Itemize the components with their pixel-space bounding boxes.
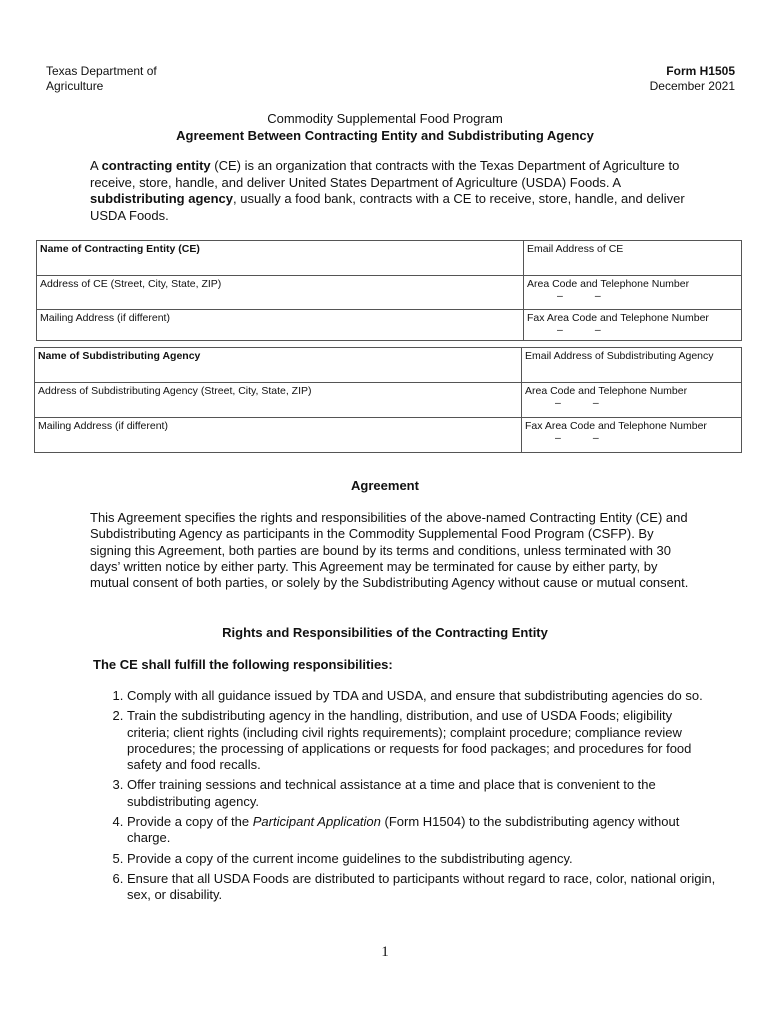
ce-phone-label: Area Code and Telephone Number <box>527 278 690 290</box>
sa-phone-label: Area Code and Telephone Number <box>525 385 688 397</box>
list-item: 1. Comply with all guidance issued by TDA and USDA, and ensure that subdistributing agencies do so. <box>127 688 717 704</box>
sa-fax-label: Fax Area Code and Telephone Number <box>525 420 707 432</box>
sa-name-label: Name of Subdistributing Agency <box>38 350 201 362</box>
ce-fax-field[interactable] <box>524 310 742 341</box>
list-item: 5. Provide a copy of the current income guidelines to the subdistributing agency. <box>127 851 717 867</box>
sa-name-field[interactable] <box>35 348 522 383</box>
intro-paragraph <box>90 158 690 224</box>
item-4-rest: (Form H1504) to the subdistributing agency without charge. <box>127 814 680 846</box>
agreement-heading: Agreement <box>351 478 419 493</box>
responsibilities-list <box>90 688 717 908</box>
form-date: December 2021 <box>649 79 735 93</box>
form-number: Form H1505 <box>666 64 735 78</box>
ce-responsibilities-heading: The CE shall fulfill the following responsibilities: <box>93 657 393 672</box>
list-item: 3. Offer training sessions and technical assistance at a time and place that is convenient to the subdistributing agency. <box>127 777 717 810</box>
agency-line-1: Texas Department of <box>46 64 157 78</box>
ce-info-table <box>36 240 742 341</box>
ce-phone-dashes: – – <box>557 290 601 302</box>
agency-line-2: Agriculture <box>46 79 104 93</box>
sa-mailing-field[interactable] <box>35 418 522 453</box>
list-item: 6. Ensure that all USDA Foods are distributed to participants without regard to race, color, national origin, sex, or disability. <box>127 871 717 904</box>
ce-name-label: Name of Contracting Entity (CE) <box>40 243 200 255</box>
sa-address-field[interactable] <box>35 383 522 418</box>
ce-mailing-field[interactable] <box>37 310 524 341</box>
sa-email-field[interactable] <box>522 348 742 383</box>
sa-mailing-label: Mailing Address (if different) <box>38 420 168 432</box>
ce-address-field[interactable] <box>37 276 524 310</box>
rights-heading: Rights and Responsibilities of the Contracting Entity <box>222 625 548 640</box>
list-item: 2. Train the subdistributing agency in the handling, distribution, and use of USDA Foods; eligibility criteria; client rights (including civil rights requirements); complaint procedure; compliance review procedures; the processing of applications or requests for food packages; and procedures for food safety and food recalls. <box>127 708 717 773</box>
sa-info-table <box>34 347 742 453</box>
term-contracting-entity: contracting entity <box>101 158 211 173</box>
ce-mailing-label: Mailing Address (if different) <box>40 312 170 324</box>
page-number: 1 <box>381 944 389 960</box>
intro-text-2: (CE) is an organization that contracts with the Texas Department of Agriculture to receive, store, handle, and deliver United States Department of Agriculture (USDA) Foods. A <box>90 158 680 190</box>
item-4-text: Provide a copy of the <box>127 814 253 830</box>
sa-email-label: Email Address of Subdistributing Agency <box>525 350 714 362</box>
term-subdistributing-agency: subdistributing agency <box>90 191 234 206</box>
sa-phone-dashes: – – <box>555 397 599 409</box>
agency-name <box>46 64 157 94</box>
sa-phone-field[interactable] <box>522 383 742 418</box>
intro-text-3: , usually a food bank, contracts with a CE to receive, store, handle, and deliver USDA Foods. <box>90 191 685 223</box>
ce-email-label: Email Address of CE <box>527 243 624 255</box>
ce-fax-label: Fax Area Code and Telephone Number <box>527 312 709 324</box>
participant-application-title: Participant Application <box>252 814 381 830</box>
ce-phone-field[interactable] <box>524 276 742 310</box>
sa-fax-field[interactable] <box>522 418 742 453</box>
agreement-title: Agreement Between Contracting Entity and Subdistributing Agency <box>176 128 594 143</box>
ce-name-field[interactable] <box>37 241 524 276</box>
intro-text-1: A <box>90 158 102 173</box>
title-block <box>0 110 770 144</box>
agreement-body: This Agreement specifies the rights and responsibilities of the above-named Contracting Entity (CE) and Subdistributing Agency as participants in the Commodity Supplemental Food Program (CSFP). By signing this Agreement, both parties are bound by its terms and conditions, unless terminated with 30 days’ written notice by either party. This Agreement may be terminated for cause by either party, by mutual consent of both parties, or solely by the Subdistributing Agency without cause or mutual consent. <box>90 510 689 591</box>
ce-email-field[interactable] <box>524 241 742 276</box>
sa-address-label: Address of Subdistributing Agency (Street, City, State, ZIP) <box>38 385 312 397</box>
ce-address-label: Address of CE (Street, City, State, ZIP) <box>40 278 222 290</box>
program-name: Commodity Supplemental Food Program <box>267 111 503 126</box>
sa-fax-dashes: – – <box>555 432 599 444</box>
list-item <box>127 814 717 847</box>
form-id <box>650 64 735 94</box>
ce-fax-dashes: – – <box>557 324 601 336</box>
